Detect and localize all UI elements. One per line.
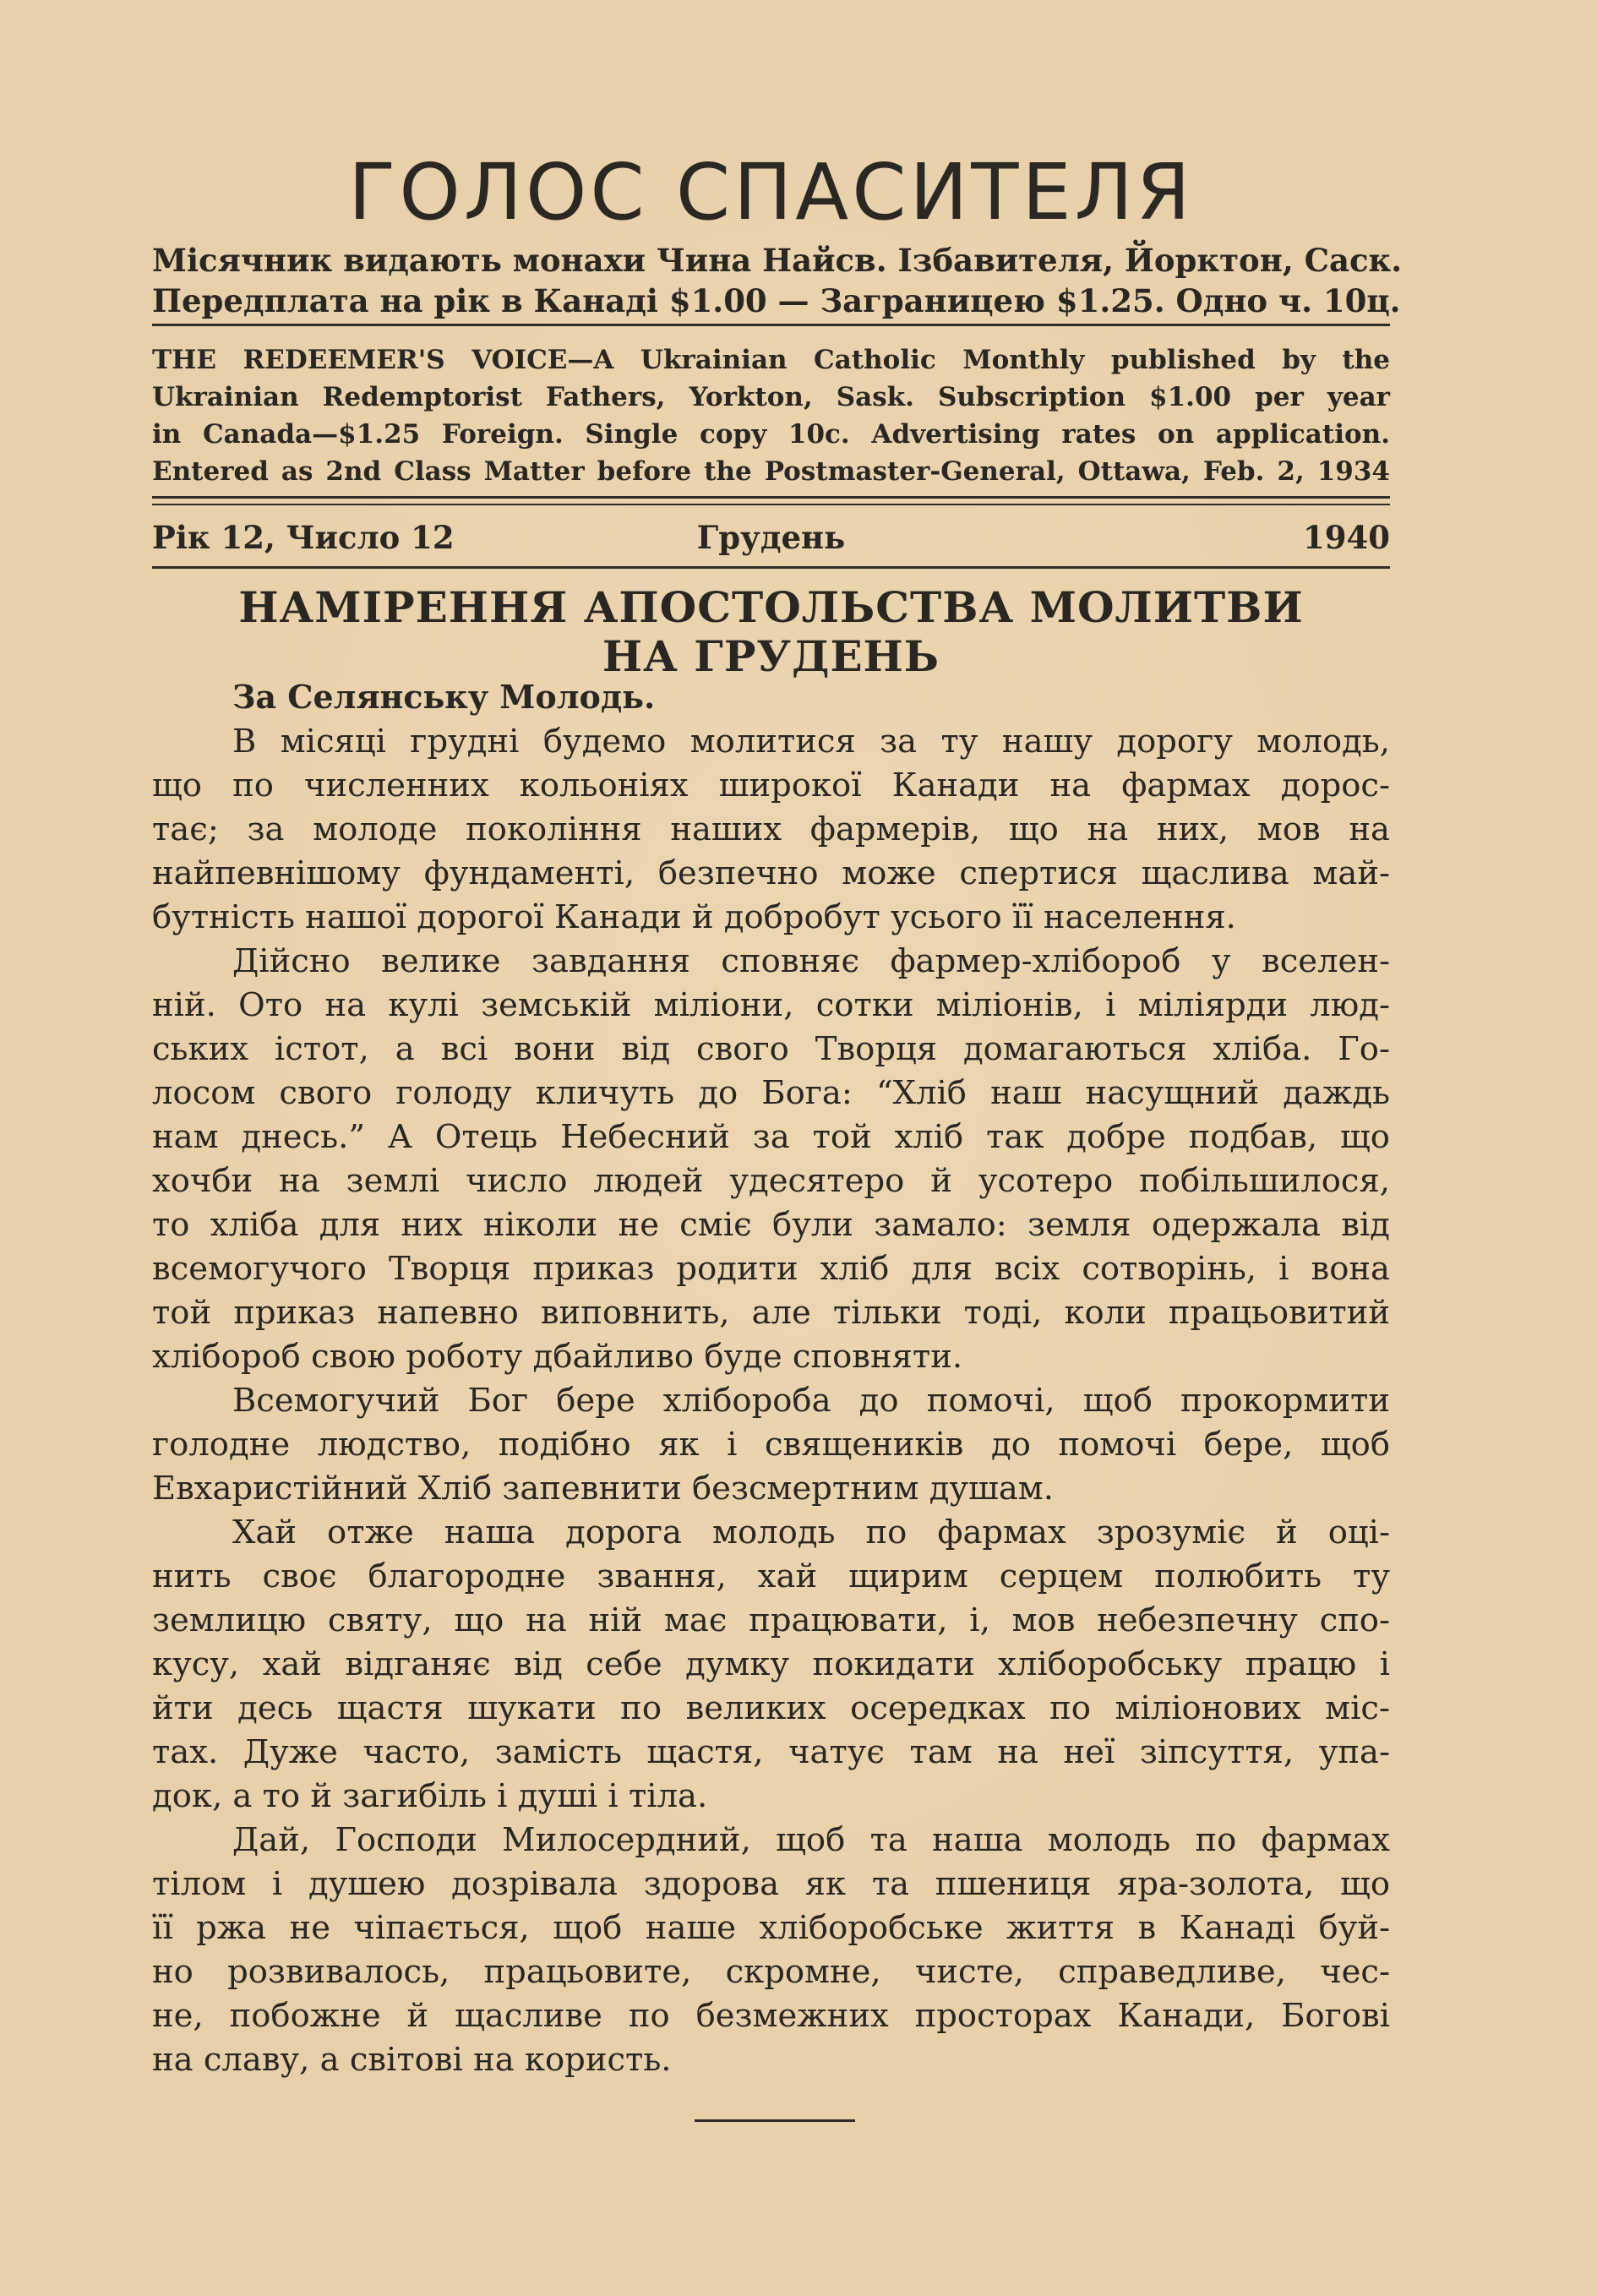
article-line: Дійсно велике завдання сповняє фармер-хлібороб у вселен-: [232, 942, 1390, 980]
article-line: найпевнішому фундаменті, безпечно може спертися щаслива май-: [152, 854, 1390, 892]
article-line: хочби на землі число людей удесятеро й усотеро побільшилося,: [152, 1162, 1390, 1200]
article-line: тах. Дуже часто, замість щастя, чатує там на неї зіпсуття, упа-: [152, 1733, 1390, 1771]
article-line: тілом і душею дозрівала здорова як та пшениця яра-золота, що: [152, 1865, 1390, 1903]
article-line: ських істот, а всі вони від свого Творця домагаються хліба. Го-: [152, 1030, 1390, 1068]
article-heading: [152, 583, 1390, 681]
article-line: но розвивалось, працьовите, скромне, чисте, справедливе, чес-: [152, 1953, 1390, 1991]
article-line: ній. Ото на кулі земській міліони, сотки міліонів, і міліярди люд-: [152, 986, 1390, 1024]
masthead-subscription-line: Передплата на рік в Канаді $1.00 — Заграницею $1.25. Одно ч. 10ц.: [152, 282, 1401, 319]
article-heading-line: НА ГРУДЕНЬ: [602, 631, 940, 681]
article-line: то хліба для них ніколи не сміє були замало: земля одержала від: [152, 1206, 1390, 1244]
article-subheading: За Селянську Молодь.: [232, 678, 656, 716]
english-notice-line: in Canada—$1.25 Foreign. Single copy 10c. Advertising rates on application.: [152, 419, 1390, 450]
article-line: В місяці грудні будемо молитися за ту нашу дорогу молодь,: [232, 723, 1390, 761]
article-line: док, а то й загибіль і душі і тіла.: [152, 1777, 708, 1815]
article-line: той приказ напевно виповнить, але тільки тоді, коли працьовитий: [152, 1294, 1390, 1332]
issue-year: 1940: [1303, 519, 1390, 556]
article-line: Хай отже наша дорога молодь по фармах зрозуміє й оці-: [232, 1513, 1390, 1552]
article-line: на славу, а світові на користь.: [152, 2041, 672, 2079]
article-line: нить своє благородне звання, хай щирим серцем полюбить ту: [152, 1557, 1390, 1595]
article-heading-line: НАМІРЕННЯ АПОСТОЛЬСТВА МОЛИТВИ: [238, 582, 1304, 632]
divider-rule: [152, 504, 1390, 505]
article-line: Дай, Господи Милосердний, щоб та наша молодь по фармах: [232, 1821, 1390, 1859]
article-line: всемогучого Творця приказ родити хліб для всіх сотворінь, і вона: [152, 1250, 1390, 1288]
article-line: кусу, хай відганяє від себе думку покидати хліборобську працю і: [152, 1645, 1390, 1683]
article-line: голодне людство, подібно як і священиків до помочі бере, щоб: [152, 1426, 1390, 1464]
english-notice-line: Ukrainian Redemptorist Fathers, Yorkton, Sask. Subscription $1.00 per year: [152, 382, 1390, 412]
divider-rule: [152, 324, 1390, 326]
article-line: що по численних кольоніях широкої Канади на фармах дорос-: [152, 766, 1390, 804]
article-line: бутність нашої дорогої Канади й добробут усього її населення.: [152, 898, 1236, 936]
article-line: землицю святу, що на ній має працювати, і, мов небезпечну спо-: [152, 1601, 1390, 1639]
masthead-publisher-line: Місячник видають монахи Чина Найсв. Ізбавителя, Йорктон, Саск.: [152, 242, 1403, 279]
divider-rule: [152, 496, 1390, 499]
article-line: її ржа не чіпається, щоб наше хліборобське життя в Канаді буй-: [152, 1909, 1390, 1947]
issue-month: Грудень: [696, 519, 846, 556]
issue-number: Рік 12, Число 12: [152, 519, 455, 556]
issue-bar: [152, 515, 1390, 559]
article-line: хлібороб свою роботу дбайливо буде сповняти.: [152, 1338, 963, 1376]
article-line: йти десь щастя шукати по великих осередках по міліонових міс-: [152, 1689, 1390, 1727]
article-line: лосом свого голоду кличуть до Бога: “Хліб наш насущний даждь: [152, 1074, 1390, 1112]
divider-rule: [152, 566, 1390, 569]
end-rule: [695, 2119, 855, 2122]
english-notice-line: THE REDEEMER'S VOICE—A Ukrainian Catholic Monthly published by the: [152, 345, 1390, 375]
english-notice-line: Entered as 2nd Class Matter before the Postmaster-General, Ottawa, Feb. 2, 1934: [152, 456, 1390, 487]
article-line: тає; за молоде покоління наших фармерів, що на них, мов на: [152, 810, 1390, 848]
article-line: нам днесь.” А Отець Небесний за той хліб так добре подбав, що: [152, 1118, 1390, 1156]
article-line: Евхаристійний Хліб запевнити безсмертним душам.: [152, 1470, 1054, 1508]
article-line: не, побожне й щасливе по безмежних просторах Канади, Богові: [152, 1997, 1390, 2035]
masthead-title: ГОЛОС СПАСИТЕЛЯ: [348, 147, 1194, 237]
article-line: Всемогучий Бог бере хлібороба до помочі, щоб прокормити: [232, 1382, 1390, 1420]
